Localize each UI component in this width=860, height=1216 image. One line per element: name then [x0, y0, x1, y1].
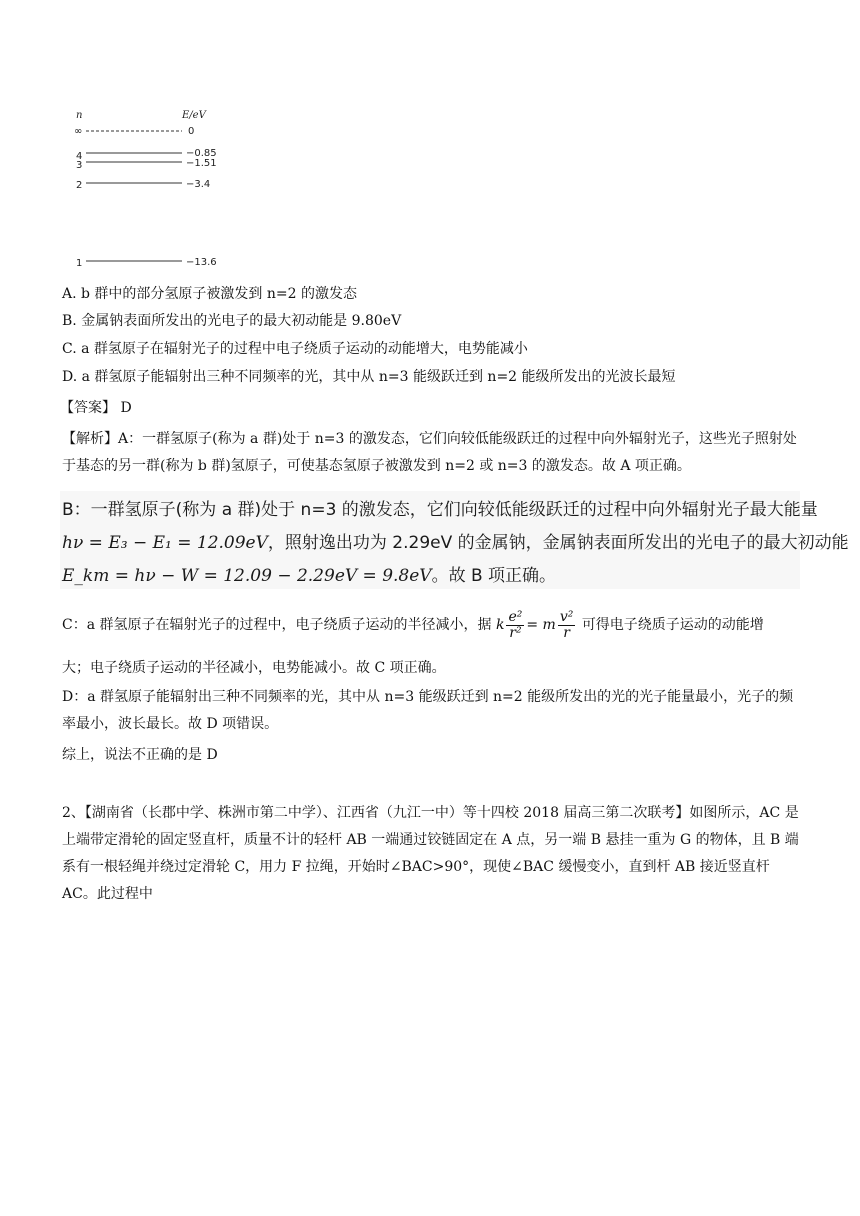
formula-eq-m: = m [526, 617, 556, 633]
analysis-c-post: 可得电子绕质子运动的动能增 [581, 617, 764, 633]
level-energy-2: −3.4 [186, 179, 211, 190]
answer: 【答案】 D [60, 400, 132, 416]
diagram-energy-header: E/eV [182, 110, 206, 121]
analysis-c-line2: 大；电子绕质子运动的半径减小，电势能减小。故 C 项正确。 [62, 660, 446, 676]
analysis-c-line1 [62, 608, 764, 642]
level-energy-inf: 0 [188, 126, 195, 137]
level-energy-3: −1.51 [186, 158, 217, 169]
analysis-b-line1: B：一群氢原子(称为 a 群)处于 n=3 的激发态，它们向较低能级跃迁的过程中向外辐射光子最大能量 [62, 500, 818, 520]
analysis-b-formula1: hν = E₃ − E₁ = 12.09eV [62, 533, 268, 553]
level-label-4: 4 [76, 151, 83, 162]
analysis-d: D：a 群氢原子能辐射出三种不同频率的光，其中从 n=3 能级跃迁到 n=2 能级所发出的光的光子能量最小，光子的频率最小，波长最长。故 D 项错误。 [62, 689, 794, 732]
level-label-inf: ∞ [74, 126, 83, 137]
level-label-1: 1 [76, 258, 83, 269]
analysis-b-formula2: E_km = hν − W = 12.09 − 2.29eV = 9.8eV [62, 566, 432, 586]
fraction-2-denominator: r [563, 624, 570, 641]
energy-level-diagram [70, 104, 260, 274]
diagram-n-header: n [76, 110, 83, 121]
formula-fraction-1 [506, 610, 524, 641]
option-a: A. b 群中的部分氢原子被激发到 n=2 的激发态 [62, 286, 357, 302]
fraction-1-denominator: r² [509, 624, 522, 641]
level-label-2: 2 [76, 180, 83, 191]
analysis-b-line3-text: 。故 B 项正确。 [431, 566, 557, 586]
option-c: C. a 群氢原子在辐射光子的过程中电子绕质子运动的动能增大，电势能减小 [62, 341, 528, 357]
analysis-b-image [60, 491, 849, 589]
option-b: B. 金属钠表面所发出的光电子的最大初动能是 9.80eV [62, 313, 402, 329]
option-d: D. a 群氢原子能辐射出三种不同频率的光，其中从 n=3 能级跃迁到 n=2 能级所发出的光波长最短 [62, 369, 676, 385]
formula-fraction-2 [558, 610, 576, 641]
level-label-3: 3 [76, 160, 83, 171]
fraction-1-numerator: e² [508, 608, 523, 625]
analysis-a: 【解析】A：一群氢原子(称为 a 群)处于 n=3 的激发态，它们向较低能级跃迁的过程中向外辐射光子，这些光子照射处于基态的另一群(称为 b 群)氢原子，可使基态氢原子被激发到 n=2 或 n=3 的激发态。故 A 项正确。 [62, 431, 797, 474]
fraction-2-numerator: v² [559, 608, 574, 625]
question-2: 2、【湖南省（长郡中学、株洲市第二中学）、江西省（九江一中）等十四校 2018 届高三第二次联考】如图所示，AC 是上端带定滑轮的固定竖直杆，质量不计的轻杆 AB 一端通过铰链固定在 A 点，另一端 B 悬挂一重为 G 的物体，且 B 端系有一根轻绳并绕过定滑轮 C，用力 F 拉绳，开始时∠BAC>90°，现使∠BAC 缓慢变小，直到杆 AB 接近竖直杆 AC。此过程中 [62, 805, 799, 902]
analysis-summary: 综上，说法不正确的是 D [62, 747, 218, 763]
analysis-b-line2-text: ，照射逸出功为 2.29eV 的金属钠，金属钠表面所发出的光电子的最大初动能 [267, 533, 849, 553]
level-energy-1: −13.6 [186, 257, 217, 268]
level-energy-4: −0.85 [186, 148, 217, 159]
analysis-c-pre: C：a 群氢原子在辐射光子的过程中，电子绕质子运动的半径减小，据 [62, 617, 492, 633]
formula-k: k [495, 617, 505, 633]
